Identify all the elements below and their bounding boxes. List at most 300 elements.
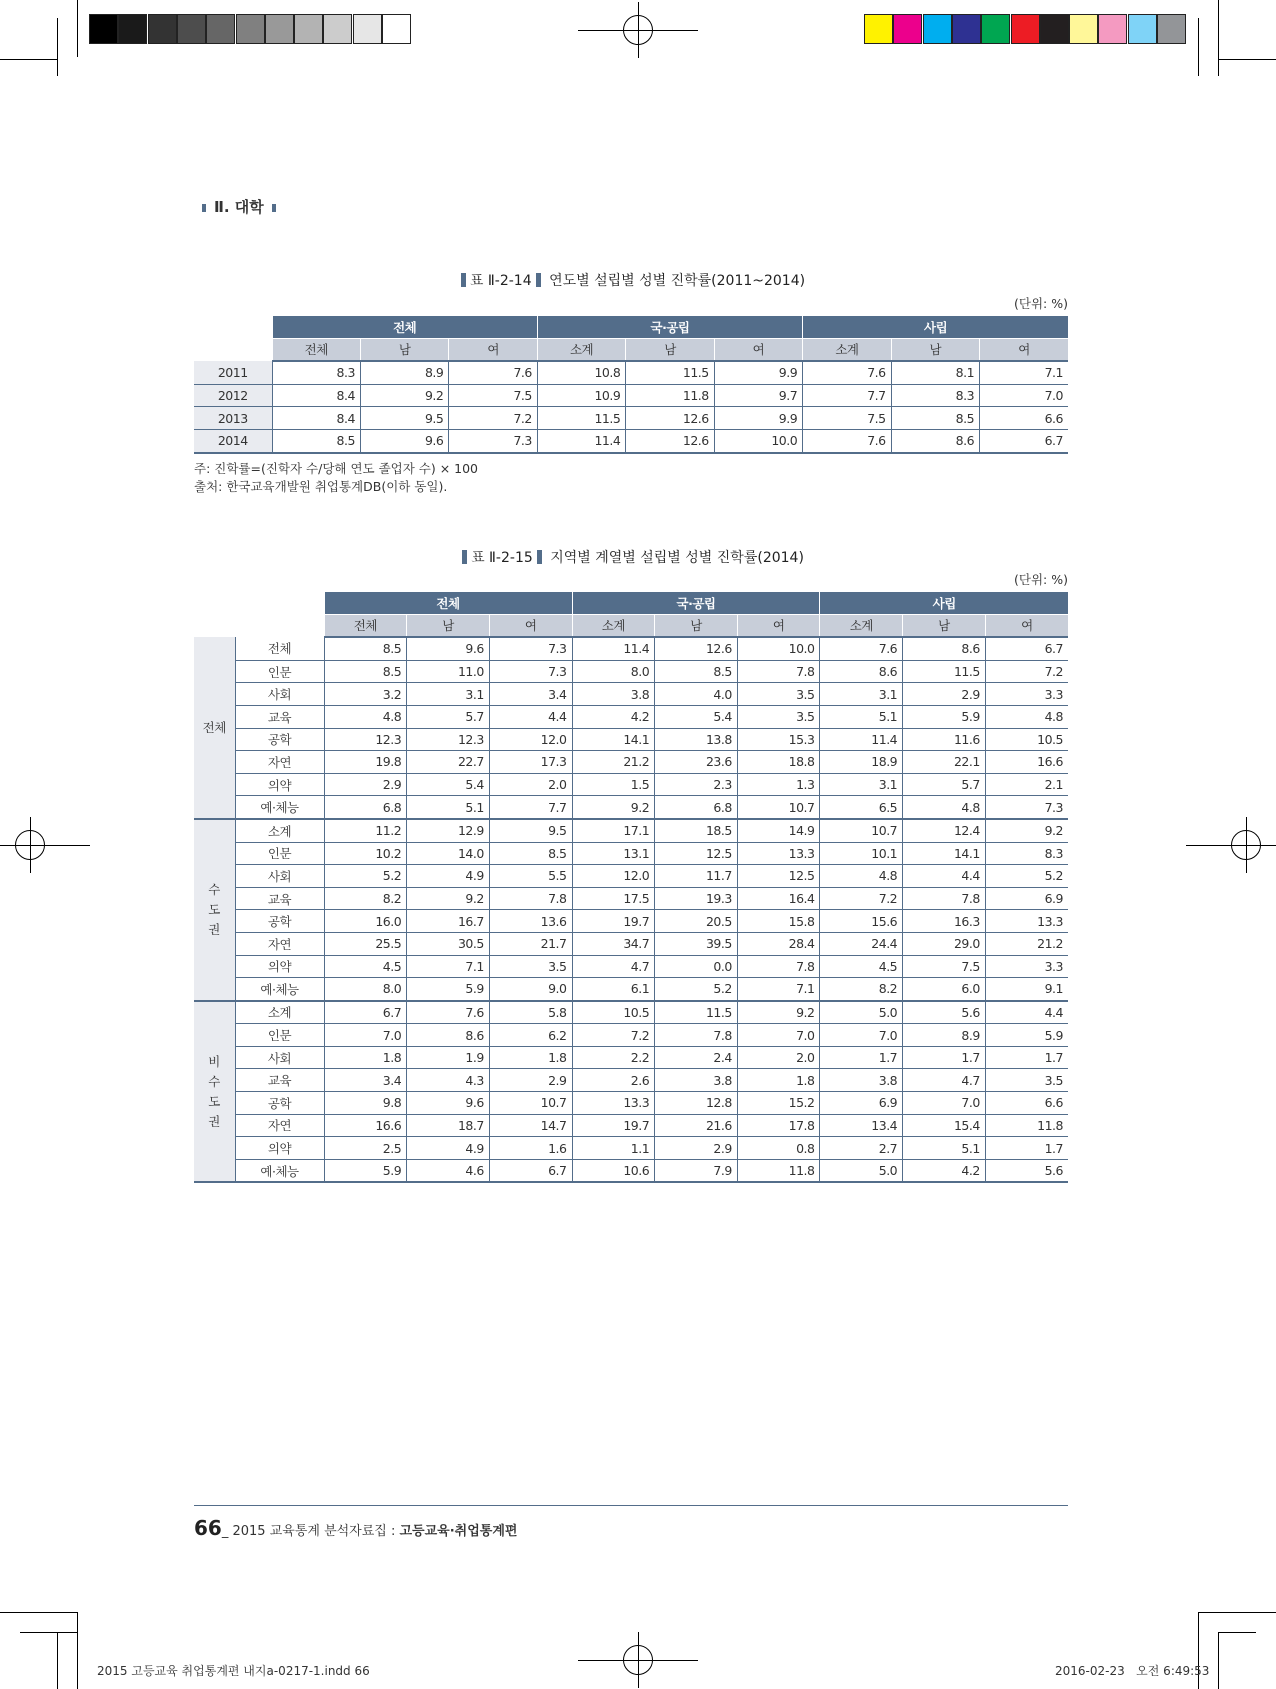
header-blank: [194, 316, 272, 361]
value-cell: 5.4: [655, 705, 738, 728]
row-field: 교육: [235, 1069, 324, 1092]
value-cell: 6.7: [980, 429, 1068, 452]
column-subheader: 여: [714, 338, 802, 361]
row-field: 의약: [235, 955, 324, 978]
value-cell: 8.5: [324, 660, 407, 683]
color-swatch: [1011, 14, 1040, 44]
color-swatch: [1040, 14, 1069, 44]
section-title: Ⅱ. 대학: [214, 198, 264, 216]
value-cell: 7.6: [820, 637, 903, 660]
value-cell: 18.8: [737, 751, 820, 774]
column-subheader: 전체: [324, 614, 407, 637]
value-cell: 4.2: [903, 1159, 986, 1182]
value-cell: 7.8: [655, 1024, 738, 1047]
registration-mark-icon: [15, 830, 45, 860]
value-cell: 5.9: [903, 705, 986, 728]
color-swatch: [893, 14, 922, 44]
value-cell: 5.0: [820, 1159, 903, 1182]
value-cell: 3.8: [655, 1069, 738, 1092]
table2-label: 표 Ⅱ-2-15: [471, 550, 533, 566]
value-cell: 3.5: [489, 955, 572, 978]
value-cell: 7.8: [737, 955, 820, 978]
value-cell: 12.0: [489, 728, 572, 751]
value-cell: 5.1: [903, 1137, 986, 1160]
value-cell: 4.5: [324, 955, 407, 978]
column-subheader: 남: [626, 338, 714, 361]
value-cell: 7.0: [737, 1024, 820, 1047]
value-cell: 8.5: [272, 429, 360, 452]
table-row: [194, 1159, 1068, 1182]
value-cell: 7.3: [985, 796, 1068, 819]
value-cell: 9.2: [737, 1001, 820, 1024]
value-cell: 14.9: [737, 819, 820, 842]
table-row: [194, 407, 1068, 430]
value-cell: 8.3: [272, 361, 360, 384]
value-cell: 3.1: [820, 683, 903, 706]
value-cell: 8.2: [820, 978, 903, 1001]
color-swatch: [923, 14, 952, 44]
value-cell: 17.1: [572, 819, 655, 842]
value-cell: 3.5: [737, 705, 820, 728]
row-field: 자연: [235, 932, 324, 955]
value-cell: 5.6: [985, 1159, 1068, 1182]
gray-swatch: [206, 14, 235, 44]
value-cell: 2.9: [324, 773, 407, 796]
crop-mark-line: [77, 1612, 78, 1689]
value-cell: 14.0: [407, 842, 490, 865]
value-cell: 2.0: [737, 1046, 820, 1069]
value-cell: 22.1: [903, 751, 986, 774]
value-cell: 8.4: [272, 407, 360, 430]
value-cell: 16.7: [407, 910, 490, 933]
gray-swatch: [148, 14, 177, 44]
gray-swatch: [89, 14, 118, 44]
value-cell: 2.7: [820, 1137, 903, 1160]
value-cell: 8.9: [903, 1024, 986, 1047]
gray-swatch: [118, 14, 147, 44]
value-cell: 18.7: [407, 1114, 490, 1137]
value-cell: 12.6: [626, 407, 714, 430]
value-cell: 19.7: [572, 910, 655, 933]
gray-swatch: [294, 14, 323, 44]
value-cell: 5.9: [985, 1024, 1068, 1047]
row-field: 의약: [235, 1137, 324, 1160]
row-field: 사회: [235, 1046, 324, 1069]
value-cell: 8.5: [489, 842, 572, 865]
row-region: 비수도권: [208, 1053, 221, 1129]
value-cell: 11.8: [737, 1159, 820, 1182]
color-swatch: [952, 14, 981, 44]
value-cell: 5.7: [903, 773, 986, 796]
value-cell: 2.3: [655, 773, 738, 796]
column-subheader: 여: [985, 614, 1068, 637]
column-group-header: 사립: [803, 316, 1068, 338]
column-subheader: 소계: [803, 338, 891, 361]
table1-source: 출처: 한국교육개발원 취업통계DB(이하 동일).: [194, 479, 448, 494]
column-subheader: 여: [737, 614, 820, 637]
value-cell: 12.6: [655, 637, 738, 660]
value-cell: 7.0: [980, 384, 1068, 407]
value-cell: 3.2: [324, 683, 407, 706]
value-cell: 21.2: [985, 932, 1068, 955]
value-cell: 3.5: [985, 1069, 1068, 1092]
value-cell: 8.6: [407, 1024, 490, 1047]
value-cell: 21.7: [489, 932, 572, 955]
value-cell: 2.0: [489, 773, 572, 796]
value-cell: 5.7: [407, 705, 490, 728]
value-cell: 7.2: [985, 660, 1068, 683]
value-cell: 7.3: [489, 660, 572, 683]
value-cell: 10.0: [737, 637, 820, 660]
value-cell: 3.1: [820, 773, 903, 796]
caption-bar-icon: [537, 550, 542, 564]
row-year: 2012: [194, 384, 272, 407]
column-subheader: 남: [655, 614, 738, 637]
row-field: 공학: [235, 910, 324, 933]
value-cell: 9.8: [324, 1092, 407, 1115]
value-cell: 3.5: [737, 683, 820, 706]
table2-caption: [194, 547, 1068, 567]
value-cell: 17.5: [572, 887, 655, 910]
value-cell: 5.1: [820, 705, 903, 728]
column-group-header: 사립: [820, 592, 1068, 614]
table2-title: 지역별 계열별 설립별 성별 진학률(2014): [550, 550, 804, 566]
value-cell: 34.7: [572, 932, 655, 955]
value-cell: 9.2: [985, 819, 1068, 842]
table-row: [194, 1092, 1068, 1115]
value-cell: 11.5: [655, 1001, 738, 1024]
table-row: [194, 932, 1068, 955]
value-cell: 18.9: [820, 751, 903, 774]
caption-bar-icon: [461, 273, 466, 287]
value-cell: 5.2: [655, 978, 738, 1001]
value-cell: 9.5: [489, 819, 572, 842]
footer-subtitle: 고등교육·취업통계편: [399, 1524, 518, 1539]
table1-unit: (단위: %): [1014, 296, 1068, 311]
value-cell: 4.9: [407, 1137, 490, 1160]
value-cell: 17.3: [489, 751, 572, 774]
value-cell: 4.8: [903, 796, 986, 819]
value-cell: 2.2: [572, 1046, 655, 1069]
slug-timestamp: 2016-02-23 오전 6:49:53: [1055, 1664, 1210, 1678]
value-cell: 7.2: [449, 407, 537, 430]
row-field: 교육: [235, 887, 324, 910]
row-field: 인문: [235, 1024, 324, 1047]
crop-mark-line: [1218, 0, 1219, 76]
row-field: 공학: [235, 728, 324, 751]
value-cell: 14.1: [572, 728, 655, 751]
column-group-header: 전체: [272, 316, 537, 338]
value-cell: 8.4: [272, 384, 360, 407]
value-cell: 17.8: [737, 1114, 820, 1137]
value-cell: 6.7: [985, 637, 1068, 660]
value-cell: 6.8: [655, 796, 738, 819]
value-cell: 28.4: [737, 932, 820, 955]
value-cell: 13.6: [489, 910, 572, 933]
table1-title: 연도별 설립별 성별 진학률(2011~2014): [549, 273, 806, 289]
value-cell: 3.1: [407, 683, 490, 706]
value-cell: 2.4: [655, 1046, 738, 1069]
table-row: [194, 683, 1068, 706]
value-cell: 6.6: [980, 407, 1068, 430]
value-cell: 10.7: [489, 1092, 572, 1115]
value-cell: 15.8: [737, 910, 820, 933]
table-row: [194, 910, 1068, 933]
row-field: 인문: [235, 660, 324, 683]
value-cell: 7.5: [903, 955, 986, 978]
value-cell: 1.8: [737, 1069, 820, 1092]
value-cell: 6.2: [489, 1024, 572, 1047]
table-row: [194, 660, 1068, 683]
slug-file: 2015 고등교육 취업통계편 내지a-0217-1.indd 66: [97, 1664, 370, 1678]
value-cell: 12.4: [903, 819, 986, 842]
value-cell: 6.0: [903, 978, 986, 1001]
value-cell: 7.8: [737, 660, 820, 683]
value-cell: 5.4: [407, 773, 490, 796]
value-cell: 7.5: [449, 384, 537, 407]
table-row: [194, 1137, 1068, 1160]
crop-mark-line: [20, 1632, 77, 1633]
table-row: [194, 978, 1068, 1001]
value-cell: 16.4: [737, 887, 820, 910]
value-cell: 4.3: [407, 1069, 490, 1092]
table2: [194, 592, 1068, 1183]
value-cell: 11.4: [572, 637, 655, 660]
value-cell: 39.5: [655, 932, 738, 955]
value-cell: 7.3: [489, 637, 572, 660]
gray-swatch: [177, 14, 206, 44]
value-cell: 7.8: [489, 887, 572, 910]
row-year: 2014: [194, 429, 272, 452]
value-cell: 13.3: [737, 842, 820, 865]
value-cell: 7.3: [449, 429, 537, 452]
value-cell: 13.4: [820, 1114, 903, 1137]
value-cell: 10.1: [820, 842, 903, 865]
table-row: [194, 1024, 1068, 1047]
value-cell: 7.1: [737, 978, 820, 1001]
value-cell: 25.5: [324, 932, 407, 955]
table1-caption: [194, 270, 1068, 290]
column-subheader: 남: [360, 338, 448, 361]
value-cell: 8.9: [360, 361, 448, 384]
value-cell: 2.9: [655, 1137, 738, 1160]
value-cell: 19.3: [655, 887, 738, 910]
table-row: [194, 384, 1068, 407]
value-cell: 16.0: [324, 910, 407, 933]
value-cell: 1.9: [407, 1046, 490, 1069]
value-cell: 6.7: [489, 1159, 572, 1182]
value-cell: 1.5: [572, 773, 655, 796]
value-cell: 5.1: [407, 796, 490, 819]
value-cell: 9.9: [714, 407, 802, 430]
value-cell: 10.7: [820, 819, 903, 842]
value-cell: 13.3: [985, 910, 1068, 933]
value-cell: 29.0: [903, 932, 986, 955]
value-cell: 21.2: [572, 751, 655, 774]
registration-mark-icon: [623, 15, 653, 45]
value-cell: 6.9: [985, 887, 1068, 910]
column-subheader: 소계: [537, 338, 625, 361]
row-field: 교육: [235, 705, 324, 728]
value-cell: 8.6: [820, 660, 903, 683]
value-cell: 12.9: [407, 819, 490, 842]
bullet-icon: [202, 204, 206, 212]
value-cell: 1.6: [489, 1137, 572, 1160]
value-cell: 10.7: [737, 796, 820, 819]
table-row: [194, 773, 1068, 796]
row-region-cell: [194, 1001, 235, 1183]
value-cell: 1.8: [489, 1046, 572, 1069]
value-cell: 11.2: [324, 819, 407, 842]
value-cell: 4.8: [985, 705, 1068, 728]
column-group-header: 전체: [324, 592, 572, 614]
value-cell: 9.6: [407, 1092, 490, 1115]
value-cell: 9.2: [572, 796, 655, 819]
value-cell: 8.6: [903, 637, 986, 660]
crop-mark-line: [0, 845, 90, 846]
row-field: 예·체능: [235, 1159, 324, 1182]
table-row: [194, 705, 1068, 728]
value-cell: 20.5: [655, 910, 738, 933]
footer-divider: [194, 1505, 1068, 1506]
value-cell: 6.1: [572, 978, 655, 1001]
value-cell: 4.4: [489, 705, 572, 728]
value-cell: 7.2: [572, 1024, 655, 1047]
value-cell: 12.5: [655, 842, 738, 865]
value-cell: 0.0: [655, 955, 738, 978]
value-cell: 19.7: [572, 1114, 655, 1137]
column-subheader: 여: [449, 338, 537, 361]
value-cell: 15.3: [737, 728, 820, 751]
value-cell: 3.8: [572, 683, 655, 706]
value-cell: 10.6: [572, 1159, 655, 1182]
value-cell: 9.1: [985, 978, 1068, 1001]
value-cell: 7.6: [449, 361, 537, 384]
table-row: [194, 1069, 1068, 1092]
value-cell: 7.0: [324, 1024, 407, 1047]
value-cell: 8.0: [324, 978, 407, 1001]
table-row: [194, 361, 1068, 384]
value-cell: 6.5: [820, 796, 903, 819]
value-cell: 10.5: [572, 1001, 655, 1024]
value-cell: 19.8: [324, 751, 407, 774]
table2-unit: (단위: %): [1014, 572, 1068, 587]
crop-mark-line: [1218, 1632, 1219, 1689]
column-subheader: 여: [489, 614, 572, 637]
value-cell: 11.7: [655, 865, 738, 888]
row-field: 전체: [235, 637, 324, 660]
value-cell: 30.5: [407, 932, 490, 955]
value-cell: 2.6: [572, 1069, 655, 1092]
table-row: [194, 796, 1068, 819]
table-row: [194, 1001, 1068, 1024]
crop-mark-line: [0, 59, 57, 60]
value-cell: 16.6: [324, 1114, 407, 1137]
row-field: 소계: [235, 1001, 324, 1024]
column-subheader: 남: [407, 614, 490, 637]
crop-mark-line: [0, 1612, 77, 1613]
gray-swatch: [236, 14, 265, 44]
value-cell: 4.4: [903, 865, 986, 888]
value-cell: 14.1: [903, 842, 986, 865]
table-row: [194, 865, 1068, 888]
column-group-header: 국·공립: [537, 316, 802, 338]
gray-swatch: [382, 14, 411, 44]
row-field: 공학: [235, 1092, 324, 1115]
value-cell: 1.7: [903, 1046, 986, 1069]
table-row: [194, 728, 1068, 751]
value-cell: 12.3: [407, 728, 490, 751]
value-cell: 0.8: [737, 1137, 820, 1160]
value-cell: 13.3: [572, 1092, 655, 1115]
value-cell: 9.2: [360, 384, 448, 407]
table1: [194, 316, 1068, 454]
value-cell: 4.7: [903, 1069, 986, 1092]
value-cell: 8.5: [655, 660, 738, 683]
value-cell: 7.0: [903, 1092, 986, 1115]
column-group-header: 국·공립: [572, 592, 820, 614]
value-cell: 1.1: [572, 1137, 655, 1160]
value-cell: 8.3: [891, 384, 979, 407]
value-cell: 8.1: [891, 361, 979, 384]
header-blank: [194, 592, 324, 637]
gray-swatch: [323, 14, 352, 44]
table-row: [194, 819, 1068, 842]
section-header: [194, 196, 284, 217]
value-cell: 7.6: [407, 1001, 490, 1024]
value-cell: 10.2: [324, 842, 407, 865]
table-row: [194, 637, 1068, 660]
value-cell: 1.7: [985, 1137, 1068, 1160]
value-cell: 5.9: [324, 1159, 407, 1182]
caption-bar-icon: [462, 550, 467, 564]
value-cell: 24.4: [820, 932, 903, 955]
color-swatch: [981, 14, 1010, 44]
column-subheader: 남: [903, 614, 986, 637]
value-cell: 6.8: [324, 796, 407, 819]
value-cell: 5.8: [489, 1001, 572, 1024]
value-cell: 11.5: [626, 361, 714, 384]
value-cell: 3.4: [324, 1069, 407, 1092]
value-cell: 15.2: [737, 1092, 820, 1115]
value-cell: 2.9: [489, 1069, 572, 1092]
value-cell: 13.1: [572, 842, 655, 865]
value-cell: 18.5: [655, 819, 738, 842]
row-field: 예·체능: [235, 978, 324, 1001]
row-field: 자연: [235, 1114, 324, 1137]
value-cell: 3.8: [820, 1069, 903, 1092]
value-cell: 8.2: [324, 887, 407, 910]
value-cell: 11.8: [626, 384, 714, 407]
value-cell: 2.5: [324, 1137, 407, 1160]
value-cell: 7.5: [803, 407, 891, 430]
value-cell: 3.3: [985, 955, 1068, 978]
value-cell: 6.6: [985, 1092, 1068, 1115]
table-row: [194, 751, 1068, 774]
value-cell: 5.2: [324, 865, 407, 888]
crop-mark-line: [1218, 1632, 1256, 1633]
value-cell: 16.3: [903, 910, 986, 933]
value-cell: 4.6: [407, 1159, 490, 1182]
table-row: [194, 429, 1068, 452]
table-row: [194, 842, 1068, 865]
value-cell: 13.8: [655, 728, 738, 751]
value-cell: 4.9: [407, 865, 490, 888]
column-subheader: 남: [891, 338, 979, 361]
value-cell: 1.7: [820, 1046, 903, 1069]
value-cell: 5.9: [407, 978, 490, 1001]
crop-mark-line: [57, 1632, 58, 1689]
